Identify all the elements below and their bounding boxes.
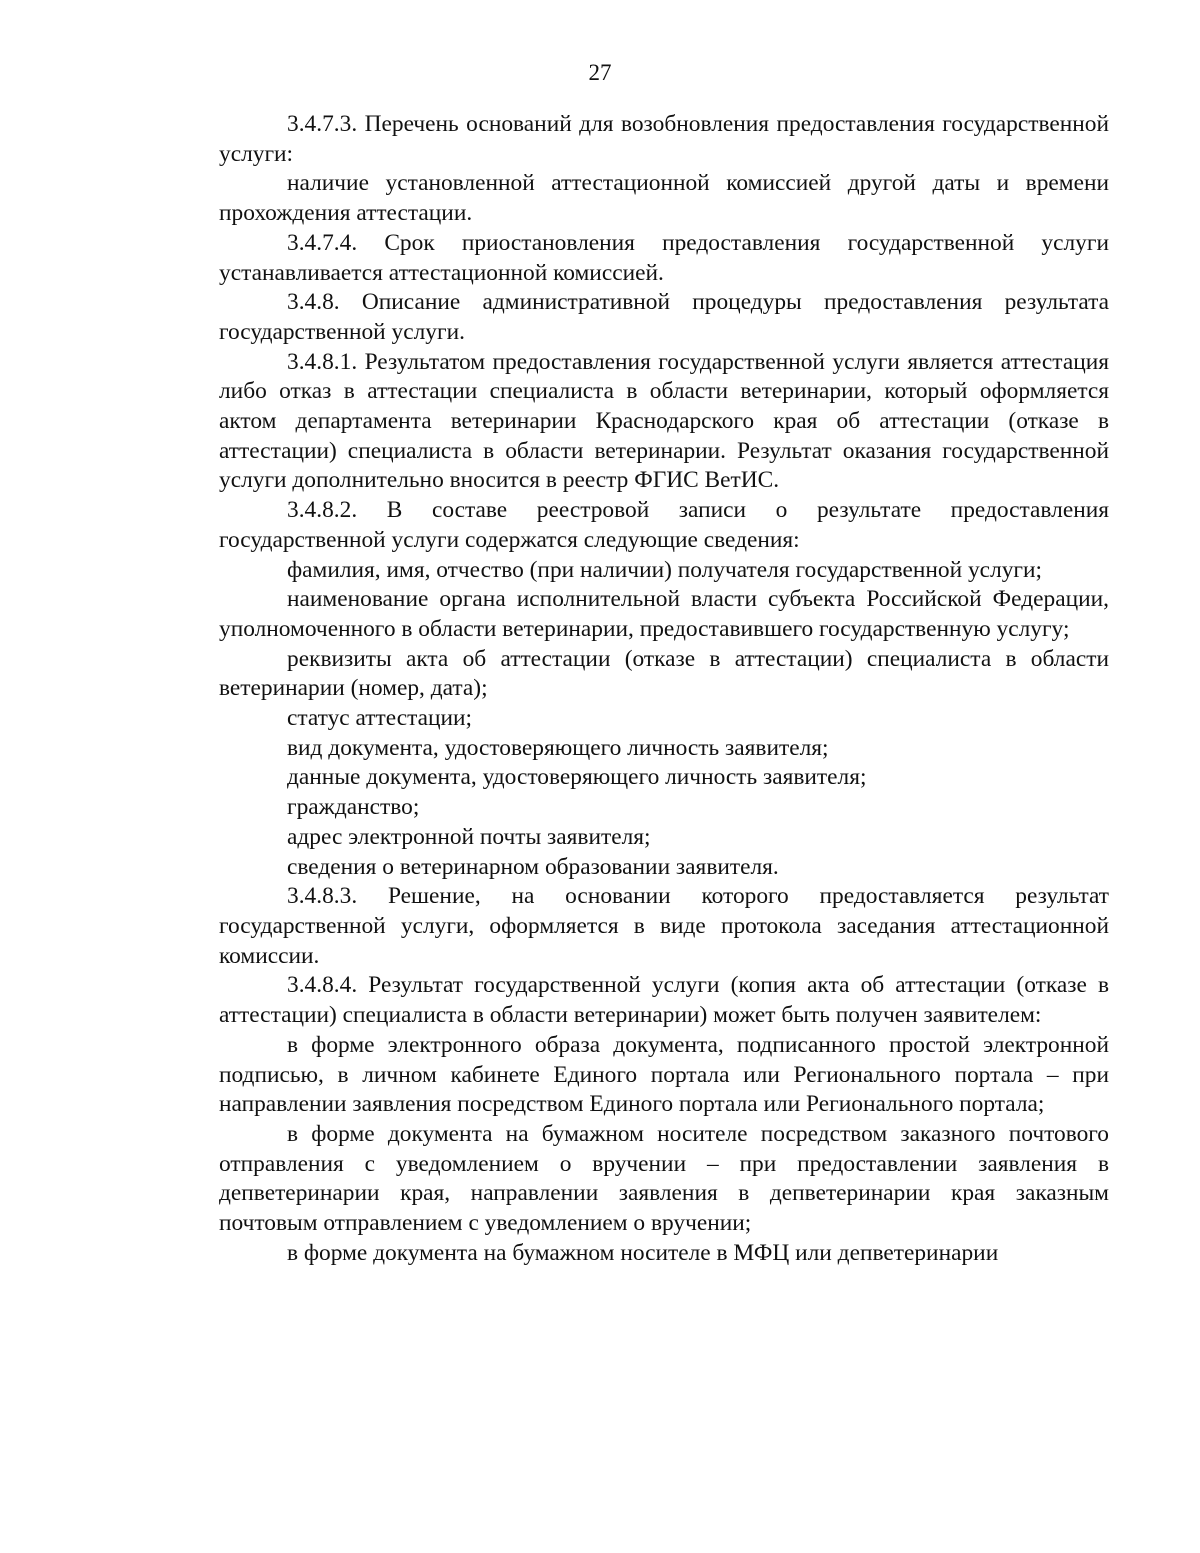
- paragraph-3-4-8-2: 3.4.8.2. В составе реестровой записи о результате предоставления государственной услуги содержатся следующие сведения:: [219, 497, 1109, 553]
- list-item-paper-mail-form: в форме документа на бумажном носителе посредством заказного почтового отправления с уведомлением о вручении – при предоставлении заявления в депветеринарии края, направлении заявления в депветеринарии края заказным почтовым отправлением с уведомлением о вручении;: [219, 1120, 1109, 1237]
- paragraph-3-4-7-3: 3.4.7.3. Перечень оснований для возобновления предоставления государственной услуги:: [219, 111, 1109, 167]
- list-item-education: сведения о ветеринарном образовании заявителя.: [287, 853, 779, 880]
- list-item-id-document-type: вид документа, удостоверяющего личность заявителя;: [287, 734, 829, 761]
- list-item-id-document-data: данные документа, удостоверяющего личность заявителя;: [287, 764, 867, 791]
- paragraph-3-4-8: 3.4.8. Описание административной процедуры предоставления результата государственной услуги.: [219, 289, 1109, 345]
- list-item-authority-name: наименование органа исполнительной власти субъекта Российской Федерации, уполномоченного в области ветеринарии, предоставившего государственную услугу;: [219, 586, 1109, 642]
- list-item-full-name: фамилия, имя, отчество (при наличии) получателя государственной услуги;: [287, 556, 1043, 583]
- paragraph-3-4-7-4: 3.4.7.4. Срок приостановления предоставления государственной услуги устанавливается аттестационной комиссией.: [219, 229, 1109, 286]
- document-body: [219, 110, 1109, 1268]
- list-item-status: статус аттестации;: [287, 705, 473, 732]
- list-item-paper-mfc-form: в форме документа на бумажном носителе в МФЦ или депветеринарии: [287, 1239, 999, 1266]
- list-item-act-details: реквизиты акта об аттестации (отказе в аттестации) специалиста в области ветеринарии (номер, дата);: [219, 645, 1109, 702]
- paragraph-3-4-8-3: 3.4.8.3. Решение, на основании которого предоставляется результат государственной услуги, оформляется в виде протокола заседания аттестационной комиссии.: [219, 883, 1109, 969]
- list-item-email: адрес электронной почты заявителя;: [287, 823, 651, 850]
- paragraph-3-4-8-4: 3.4.8.4. Результат государственной услуги (копия акта об аттестации (отказе в аттестации) специалиста в области ветеринарии) может быть получен заявителем:: [219, 972, 1109, 1029]
- page-number: 27: [588, 60, 612, 85]
- paragraph-other-date: наличие установленной аттестационной комиссией другой даты и времени прохождения аттестации.: [219, 170, 1109, 227]
- list-item-citizenship: гражданство;: [287, 794, 420, 821]
- list-item-electronic-form: в форме электронного образа документа, подписанного простой электронной подписью, в личном кабинете Единого портала или Регионального портала – при направлении заявления посредством Единого портала или Регионального портала;: [219, 1031, 1109, 1118]
- paragraph-3-4-8-1: 3.4.8.1. Результатом предоставления государственной услуги является аттестация либо отказ в аттестации специалиста в области ветеринарии, который оформляется актом департамента ветеринарии Краснодарского края об аттестации (отказе в аттестации) специалиста в области ветеринарии. Результат оказания государственной услуги дополнительно вносится в реестр ФГИС ВетИС.: [219, 348, 1109, 494]
